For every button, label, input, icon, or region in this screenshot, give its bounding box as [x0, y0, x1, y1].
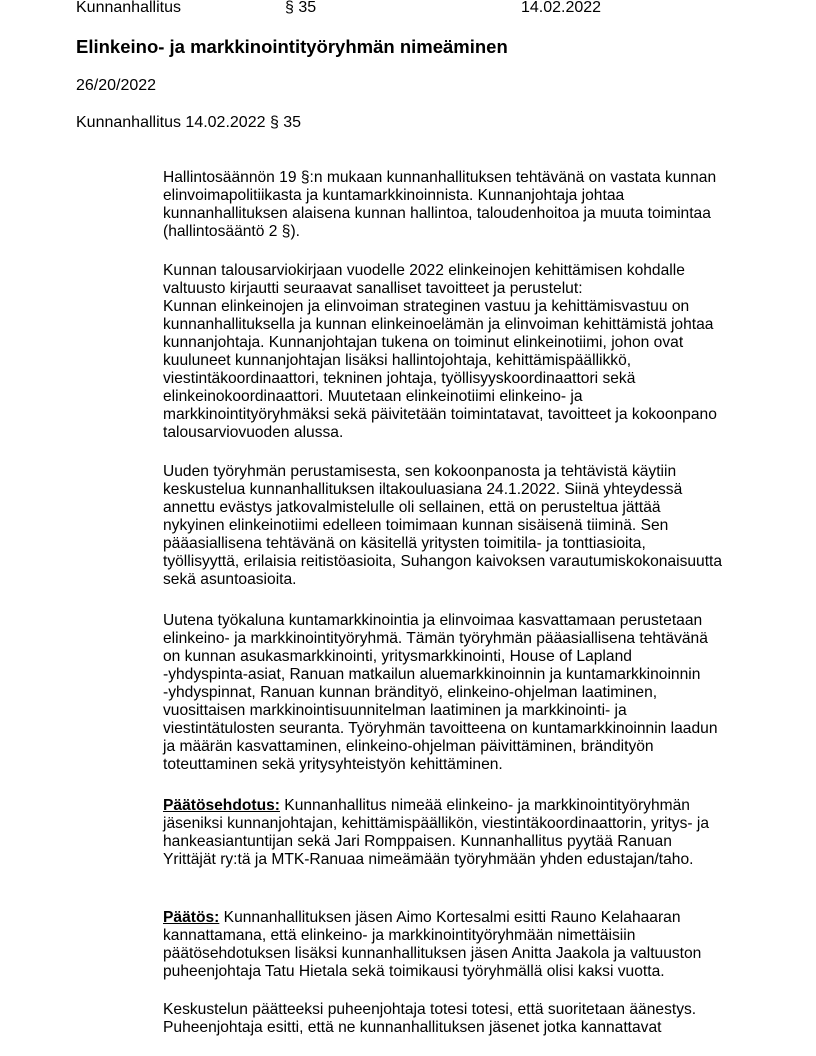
case-number: 26/20/2022 — [76, 77, 157, 94]
paragraph-tehtavat — [163, 612, 753, 774]
page-title: Elinkeino- ja markkinointityöryhmän nimeäminen — [76, 36, 508, 57]
header-section: § 35 — [285, 0, 317, 16]
paragraph-hallintosaanto: Hallintosäännön 19 §:n mukaan kunnanhallituksen tehtävänä on vastata kunnan elinvoimapolitiikasta ja kuntamarkkinoinnista. Kunnanjohtaja johtaa kunnanhallituksen alaisena kunnan hallintoa, taloudenhoitoa ja muuta toimintaa (hallintosääntö 2 §). — [163, 169, 717, 240]
meeting-reference: Kunnanhallitus 14.02.2022 § 35 — [76, 114, 302, 131]
paragraph-tehtavat-text: Uutena työkaluna kuntamarkkinointia ja elinvoimaa kasvattamaan perustetaan elinkeino- ja markkinointityöryhmä. Tämän työryhmän pääasiallisena tehtävänä on kunnan asukasmarkkinointi, yritysmarkkinointi, House of Lapland -yhdyspinta-asiat, Ranuan matkailun aluemarkkinoinnin ja kuntamarkkinoinnin -yhdyspinnat, Ranuan kunnan brändityö, elinkeino-ohjelman laatiminen, vuosittaisen markkinointisuunnitelman laatiminen ja markkinointi- ja viestintätulosten seuranta. Työryhmän tavoitteena on kuntamarkkinoinnin laadun ja määrän kasvattaminen, elinkeino-ohjelman päivittäminen, brändityön toteuttaminen sekä yritysyhteistyön kehittäminen. — [163, 612, 718, 773]
header-organ: Kunnanhallitus — [76, 0, 181, 16]
paragraph-uusi-tyoryhma: Uuden työryhmän perustamisesta, sen kokoonpanosta ja tehtävistä käytiin keskustelua kunnanhallituksen iltakouluasiana 24.1.2022. Siinä yhteydessä annettu evästys jatkovalmistelulle oli sellainen, että on perusteltua jättää nykyinen elinkeinotiimi edelleen toimimaan kunnan sisäisenä tiiminä. Sen pääasiallisena tehtävänä on käsitellä yritysten toimitila- ja tonttiasioita, työllisyyttä, erilaisia reitistöasioita, Suhangon kaivoksen varautumiskokonaisuutta sekä asuntoasioita. — [163, 463, 723, 588]
decision-text: Kunnanhallituksen jäsen Aimo Kortesalmi esitti Rauno Kelahaaran kannattamana, että elinkeino- ja markkinointityöryhmään nimettäisiin päätösehdotuksen lisäksi kunnanhallituksen jäsen Anitta Jaakola ja valtuuston puheenjohtaja Tatu Hietala sekä toimikausi työryhmällä olisi kaksi vuotta. — [163, 909, 702, 980]
decision-label: Päätös: — [163, 909, 220, 926]
paragraph-aanestys: Keskustelun päätteeksi puheenjohtaja totesi totesi, että suoritetaan äänestys. Puheenjohtaja esitti, että ne kunnanhallituksen jäsenet jotka kannattavat — [163, 1001, 697, 1036]
header-date: 14.02.2022 — [521, 0, 602, 16]
decision-proposal-label: Päätösehdotus: — [163, 797, 280, 814]
paragraph-talousarvio: Kunnan talousarviokirjaan vuodelle 2022 elinkeinojen kehittämisen kohdalle valtuusto kirjautti seuraavat sanalliset tavoitteet ja perustelut: Kunnan elinkeinojen ja elinvoiman strateginen vastuu ja kehittämisvastuu on kunnanhallituksella ja kunnan elinkeinoelämän ja elinvoiman kehittämistä johtaa kunnanjohtaja. Kunnanjohtajan tukena on toiminut elinkeinotiimi, johon ovat kuuluneet kunnanjohtajan lisäksi hallintojohtaja, kehittämispäällikkö, viestintäkoordinaattori, tekninen johtaja, työllisyyskoordinaattori sekä elinkeinokoordinaattori. Muutetaan elinkeinotiimi elinkeino- ja markkinointityöryhmäksi sekä päivitetään toimintatavat, tavoitteet ja kokoonpano talousarviovuoden alussa. — [163, 262, 717, 441]
decision — [163, 909, 753, 981]
decision-proposal — [163, 797, 753, 869]
decision-proposal-text: Kunnanhallitus nimeää elinkeino- ja markkinointityöryhmän jäseniksi kunnanjohtajan, kehittämispäällikön, viestintäkoordinaattorin, yritys- ja hankeasiantuntijan sekä Jari Romppaisen. Kunnanhallitus pyytää Ranuan Yrittäjät ry:tä ja MTK-Ranuaa nimeämään työryhmään yhden edustajan/taho. — [163, 797, 710, 868]
